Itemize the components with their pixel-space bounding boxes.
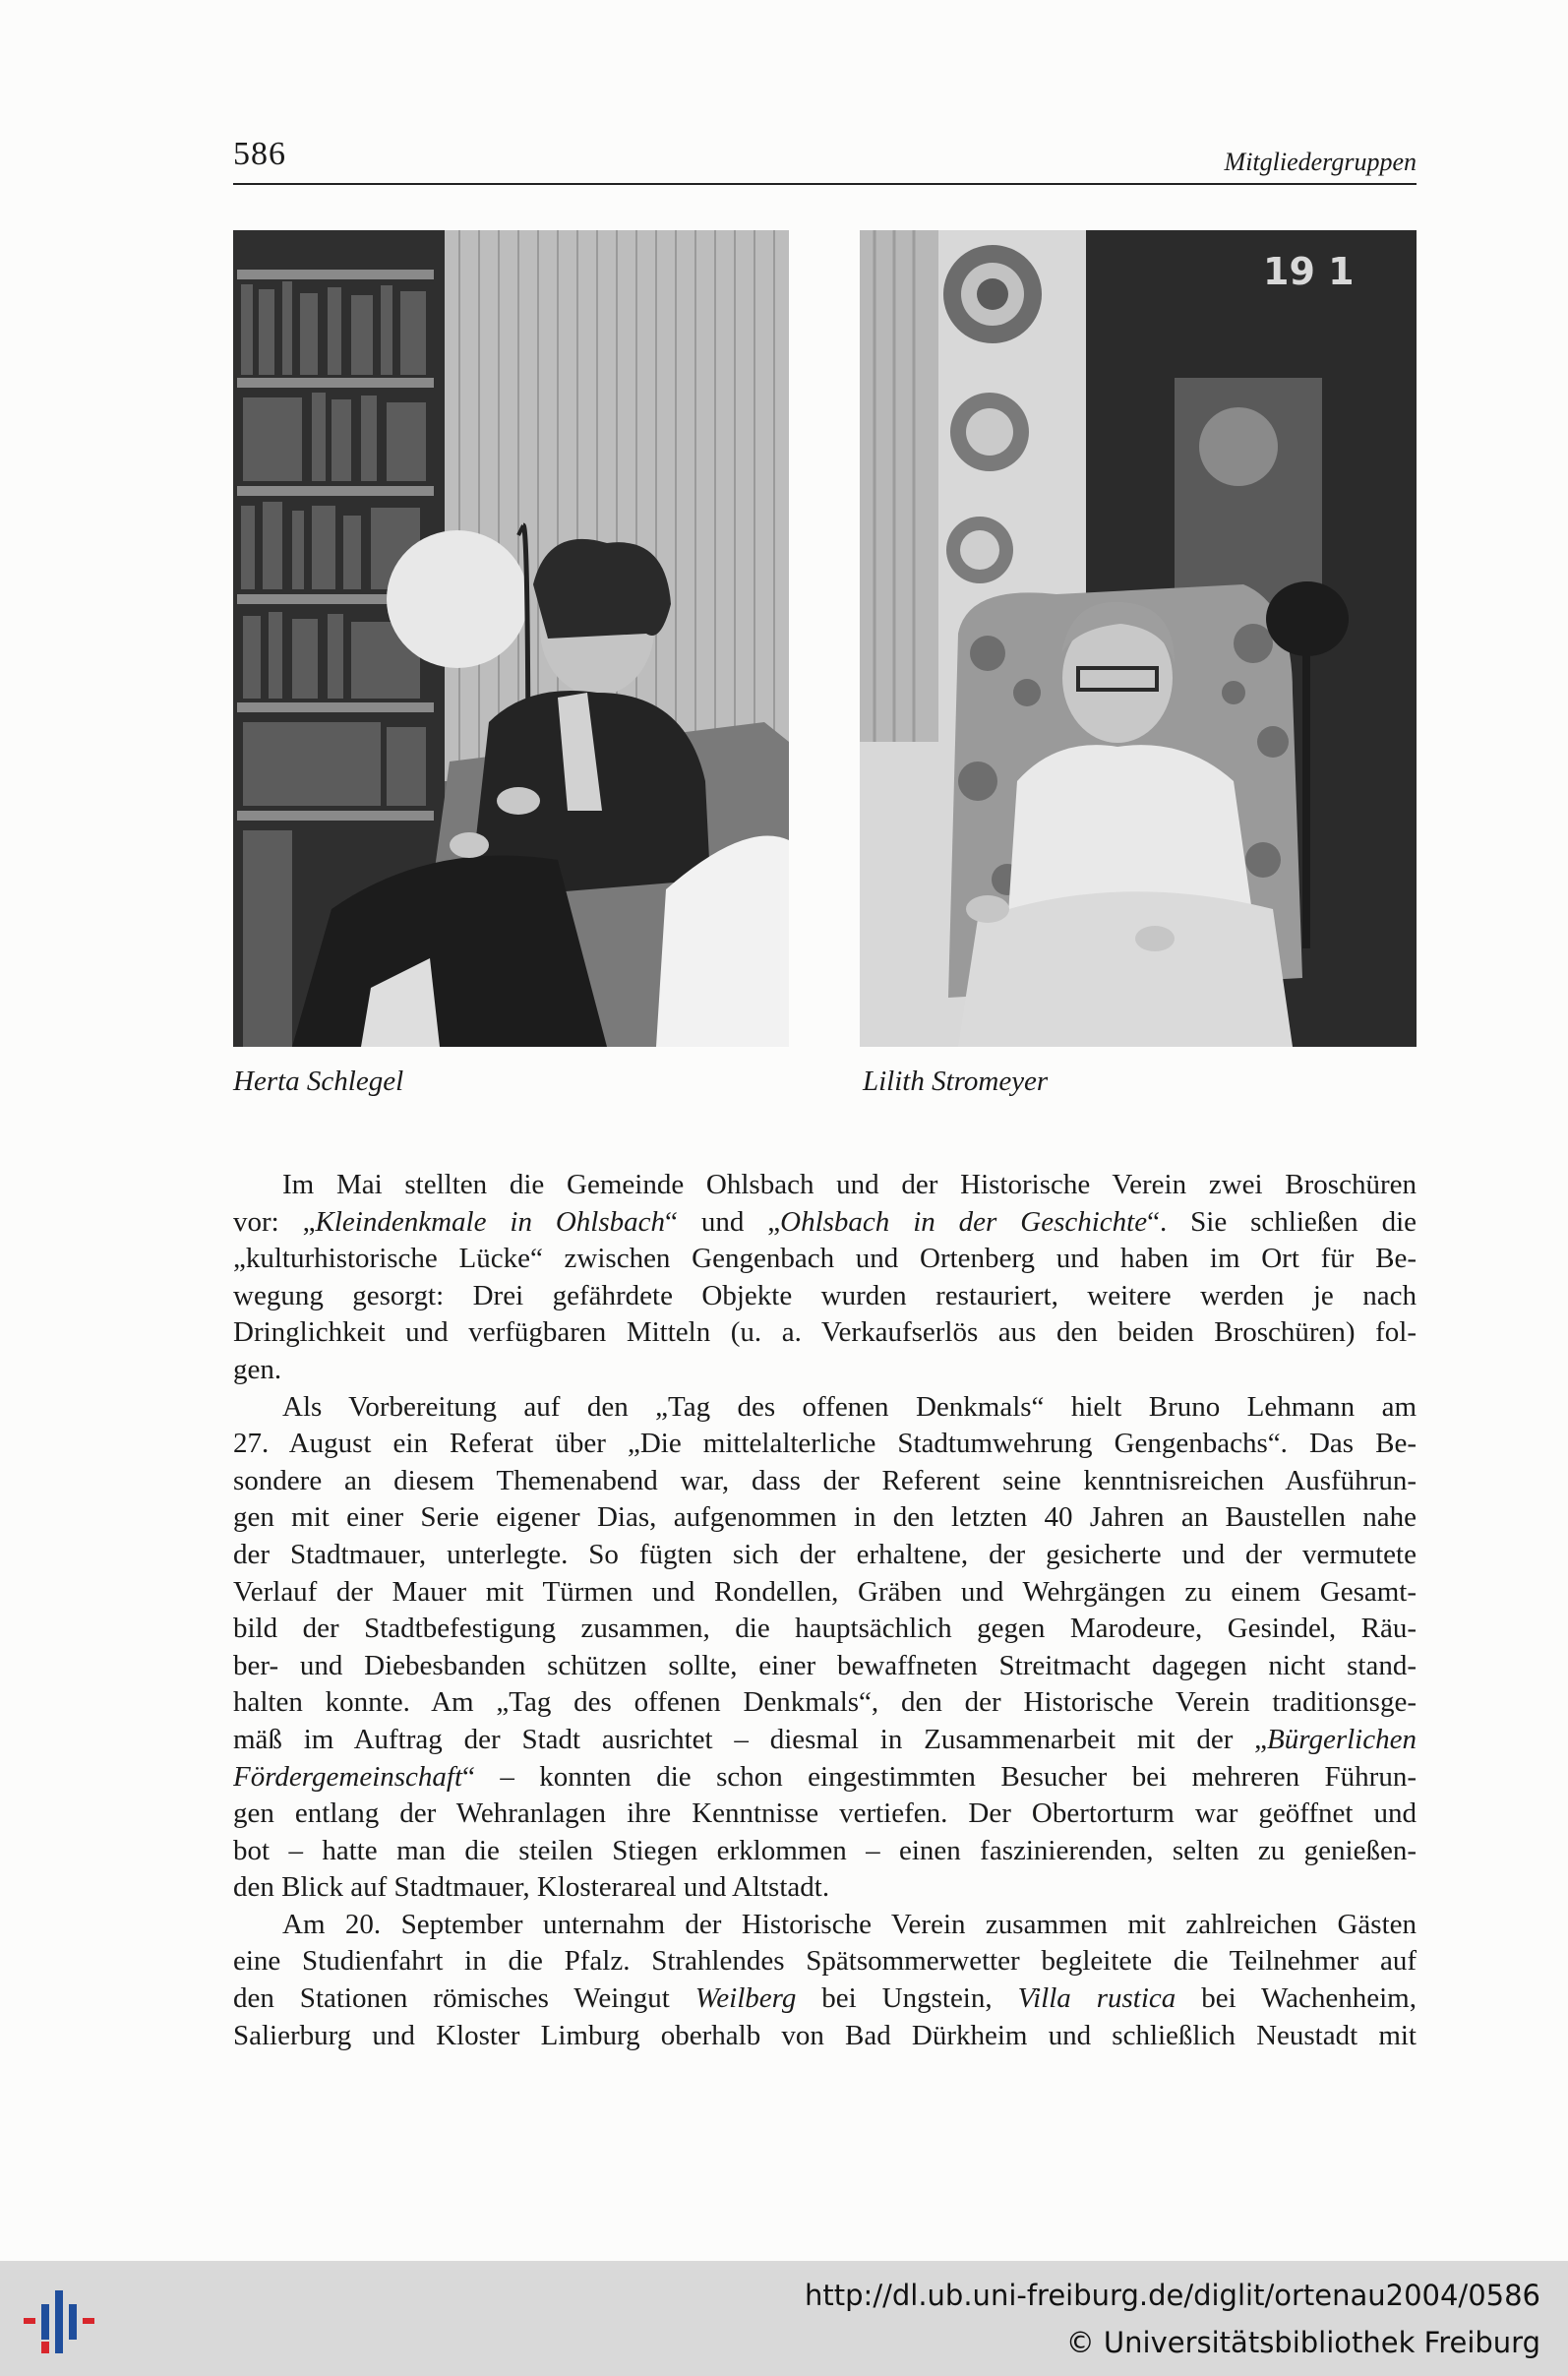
text-line: ber- und Diebesbanden schützen sollte, einer bewaffneten Streitmacht dagegen nicht stand-: [233, 1649, 1417, 1681]
text-line: der Stadtmauer, unterlegte. So fügten sich der erhaltene, der gesicherte und der vermutete: [233, 1538, 1417, 1570]
running-head: Mitgliedergruppen: [1224, 148, 1417, 176]
permalink-url[interactable]: http://dl.ub.uni-freiburg.de/diglit/ortenau2004/0586: [805, 2279, 1540, 2312]
photo-lilith-stromeyer-image: [860, 230, 1417, 1047]
text-line: „kulturhistorische Lücke“ zwischen Gengenbach und Ortenberg und haben im Ort für Be-: [233, 1243, 1417, 1275]
text-line: halten konnte. Am „Tag des offenen Denkmals“, den der Historische Verein traditionsge-: [233, 1686, 1417, 1719]
text-line: 27. August ein Referat über „Die mittelalterliche Stadtumwehrung Gengenbachs“. Das Be-: [233, 1428, 1417, 1460]
caption-lilith-stromeyer: Lilith Stromeyer: [863, 1066, 1049, 1097]
paragraph-2: [233, 1389, 1417, 1907]
photo-herta-schlegel-image: [233, 230, 789, 1047]
text-line: Salierburg und Kloster Limburg oberhalb von Bad Dürkheim und schließlich Neustadt mit: [233, 2019, 1417, 2051]
text-line: den Stationen römisches Weingut Weilberg bei Ungstein, Villa rustica bei Wachenheim,: [233, 1982, 1417, 2015]
text-line: Am 20. September unternahm der Historische Verein zusammen mit zahlreichen Gästen: [282, 1908, 1417, 1940]
photo-lilith-stromeyer: [860, 230, 1417, 1047]
article-body: [233, 1167, 1417, 2054]
text-line: gen entlang der Wehranlagen ihre Kenntnisse vertiefen. Der Obertorturm war geöffnet und: [233, 1797, 1417, 1830]
ub-freiburg-logo-icon: [20, 2283, 98, 2361]
text-line: den Blick auf Stadtmauer, Klosterareal und Altstadt.: [233, 1871, 830, 1904]
text-line: mäß im Auftrag der Stadt ausrichtet – diesmal in Zusammenarbeit mit der „Bürgerlichen: [233, 1723, 1417, 1755]
photo-herta-schlegel: [233, 230, 789, 1047]
text-line: vor: „Kleindenkmale in Ohlsbach“ und „Ohlsbach in der Geschichte“. Sie schließen die: [233, 1205, 1417, 1238]
caption-herta-schlegel: Herta Schlegel: [233, 1066, 404, 1097]
text-line: bild der Stadtbefestigung zusammen, die hauptsächlich gegen Marodeure, Gesindel, Räu-: [233, 1613, 1417, 1645]
text-line: bot – hatte man die steilen Stiegen erklommen – einen faszinierenden, selten zu genießen-: [233, 1834, 1417, 1866]
text-line: sondere an diesem Themenabend war, dass der Referent seine kenntnisreichen Ausführun-: [233, 1464, 1417, 1496]
text-line: wegung gesorgt: Drei gefährdete Objekte wurden restauriert, weitere werden je nach: [233, 1279, 1417, 1311]
text-line: eine Studienfahrt in die Pfalz. Strahlendes Spätsommerwetter begleitete die Teilnehmer auf: [233, 1945, 1417, 1978]
text-line: Dringlichkeit und verfügbaren Mitteln (u. a. Verkaufserlös aus den beiden Broschüren) fol-: [233, 1316, 1417, 1349]
text-line: gen.: [233, 1353, 282, 1385]
paragraph-3: [233, 1907, 1417, 2054]
text-line: Im Mai stellten die Gemeinde Ohlsbach und der Historische Verein zwei Broschüren: [282, 1169, 1417, 1200]
library-footer-bar: [0, 2261, 1568, 2376]
page-header: [233, 136, 1417, 185]
text-line: Als Vorbereitung auf den „Tag des offenen Denkmals“ hielt Bruno Lehmann am: [282, 1390, 1417, 1423]
text-line: Verlauf der Mauer mit Türmen und Rondellen, Gräben und Wehrgängen zu einem Gesamt-: [233, 1575, 1417, 1608]
paragraph-1: [233, 1167, 1417, 1389]
page-number: 586: [233, 136, 286, 172]
cabinet-year-text: 19 1: [1263, 250, 1355, 293]
text-line: Fördergemeinschaft“ – konnten die schon eingestimmten Besucher bei mehreren Führun-: [233, 1760, 1417, 1793]
copyright-notice: © Universitätsbibliothek Freiburg: [1065, 2326, 1540, 2359]
text-line: gen mit einer Serie eigener Dias, aufgenommen in den letzten 40 Jahren an Baustellen nahe: [233, 1501, 1417, 1534]
